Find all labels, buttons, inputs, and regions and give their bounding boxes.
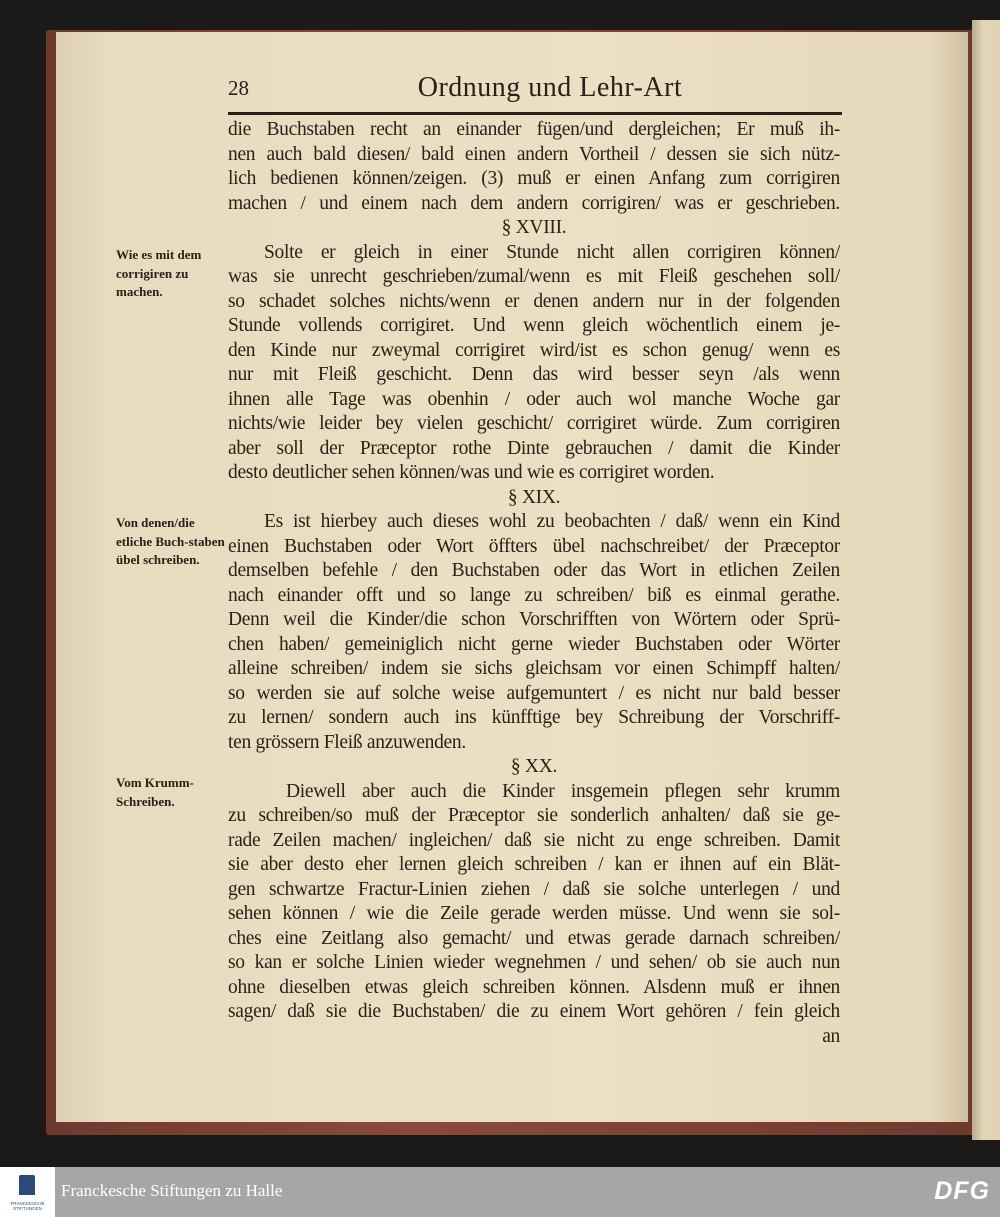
page-number: 28 <box>228 76 249 100</box>
text-line: ohne dieselben etwas gleich schreiben können. Alsdenn muß er ihnen <box>228 976 840 998</box>
section-heading: § XIX. <box>507 486 561 508</box>
margin-note: Wie es mit dem corrigiren zu machen. <box>116 247 202 299</box>
text-line: gen schwartze Fractur-Linien ziehen / daß sie solche unterlegen / und <box>228 878 840 900</box>
text-line: den Kinde nur zweymal corrigiret wird/ist es schon genug/ wenn es <box>228 339 840 361</box>
next-page-edge <box>972 20 1000 1140</box>
text-line: die Buchstaben recht an einander fügen/und dergleichen; Er muß ih- <box>228 119 840 140</box>
text-line: so werden sie auf solche weise aufgemuntert / es nicht nur bald besser <box>228 682 840 704</box>
text-line: demselben befehle / den Buchstaben oder das Wort in etlichen Zeilen <box>228 560 840 581</box>
text-line: alleine schreiben/ indem sie sichs gleichsam vor einen Schimpff halten/ <box>228 658 840 679</box>
running-title: Ordnung und Lehr-Art <box>417 72 683 103</box>
page-body <box>228 118 840 1049</box>
text-line: chen haben/ gemeiniglich nicht gerne wieder Buchstaben oder Wörter <box>228 633 840 655</box>
text-line: machen / und einem nach dem andern corrigiren/ was er geschrieben. <box>228 192 840 214</box>
text-line: rade Zeilen machen/ ingleichen/ daß sie nicht zu enge schreiben. Damit <box>228 829 840 851</box>
section-heading: § XX. <box>510 756 558 777</box>
dfg-logo[interactable]: DFG <box>934 1177 990 1205</box>
logo-mark-icon <box>19 1175 35 1195</box>
text-line: so kan er solche Linien wieder wegnehmen / und sehen/ ob sie auch nun <box>228 952 840 973</box>
logo-text: FRANCKESCHE STIFTUNGEN <box>10 1201 45 1211</box>
text-line: ihnen alle Tage was obenhin / oder auch wol manche Woche gar <box>228 388 840 410</box>
institution-name: Franckesche Stiftungen zu Halle <box>61 1181 283 1200</box>
catchword: an <box>822 1025 840 1047</box>
text-line: nichts/wie leider bey vielen geschicht/ corrigiret würde. Zum corrigiren <box>228 413 840 434</box>
text-line: Diewell aber auch die Kinder insgemein pflegen sehr krumm <box>286 780 840 802</box>
text-line: aber soll der Præceptor rothe Dinte gebrauchen / damit die Kinder <box>228 437 840 459</box>
section-heading: § XVIII. <box>501 217 567 238</box>
text-line: ches eine Zeitlang also gemacht/ und etwas gerade darnach schreiben/ <box>228 927 840 949</box>
text-line: nur mit Fleiß geschicht. Denn das wird besser seyn /als wenn <box>228 364 840 385</box>
text-line: lich bedienen können/zeigen. (3) muß er einen Anfang zum corrigiren <box>228 168 840 189</box>
text-line: Denn weil die Kinder/die schon Vorschrifften von Wörtern oder Sprü- <box>228 609 840 630</box>
text-line: sehen können / wie die Zeile gerade werden müsse. Und wenn sie sol- <box>228 903 840 924</box>
text-line: Es ist hierbey auch dieses wohl zu beobachten / daß/ wenn ein Kind <box>264 511 840 532</box>
text-line: einen Buchstaben oder Wort öffters übel nachschreibet/ der Præceptor <box>228 535 840 557</box>
text-line: desto deutlicher sehen können/was und wie es corrigiret worden. <box>228 462 715 483</box>
text-line: zu schreiben/so muß der Præceptor sie sonderlich anhalten/ daß sie ge- <box>228 805 840 826</box>
text-line: sie aber desto eher lernen gleich schreiben / kan er ihnen auf ein Blät- <box>228 854 840 875</box>
text-line: nach einander offt und so lange zu schreiben/ biß es einmal gerathe. <box>228 584 840 606</box>
text-line: Solte er gleich in einer Stunde nicht allen corrigiren können/ <box>264 241 840 263</box>
text-line: zu lernen/ sondern auch ins künfftige bey Schreibung der Vorschriff- <box>228 707 840 728</box>
text-line: sagen/ daß sie die Buchstaben/ die zu einem Wort gehören / fein gleich <box>228 1001 840 1022</box>
text-line: Stunde vollends corrigiret. Und wenn gleich wöchentlich einem je- <box>228 315 840 336</box>
header-rule <box>228 112 842 115</box>
text-line: nen auch bald diesen/ bald einen andern Vortheil / dessen sie sich nütz- <box>228 143 840 165</box>
text-line: so schadet solches nichts/wenn er denen andern nur in der folgenden <box>228 290 840 312</box>
margin-note: Vom Krumm-Schreiben. <box>116 775 194 809</box>
footer-bar <box>0 1167 1000 1217</box>
margin-note: Von denen/die etliche Buch-staben übel schreiben. <box>116 515 225 567</box>
text-line: was sie unrecht geschrieben/zumal/wenn es mit Fleiß geschehen soll/ <box>228 266 840 287</box>
institution-logo[interactable] <box>0 1167 55 1217</box>
text-line: ten grössern Fleiß anzuwenden. <box>228 731 466 753</box>
